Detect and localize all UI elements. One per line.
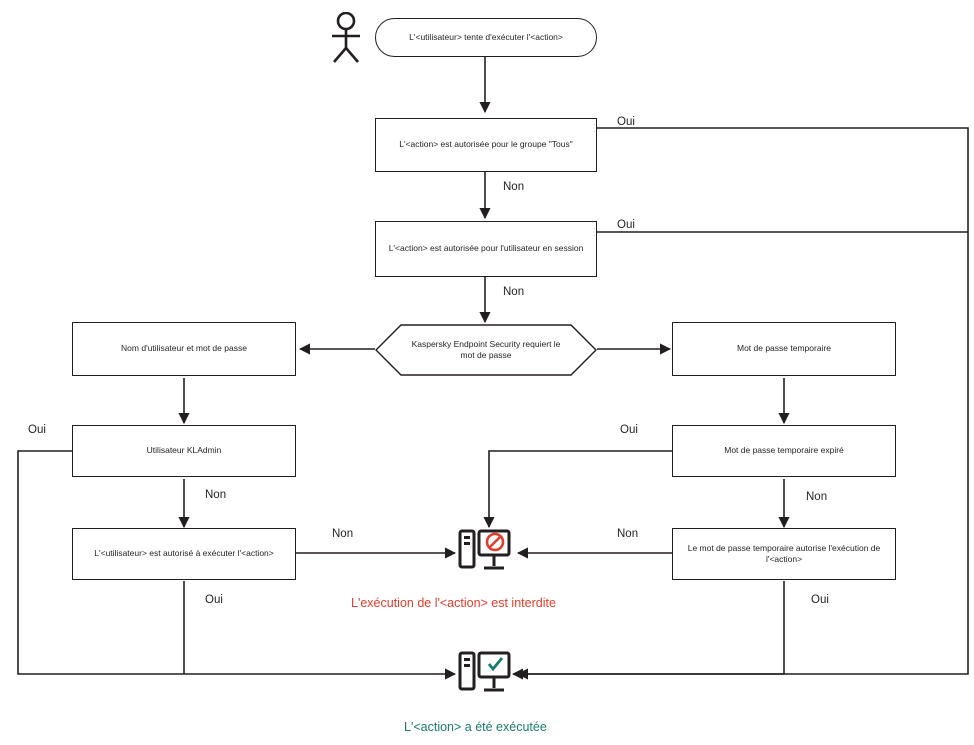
caption-action-denied: L'exécution de l'<action> est interdite: [351, 596, 556, 610]
node-action-allowed-session-user: [375, 221, 597, 277]
edge-label-non-temp-expired: Non: [806, 491, 828, 503]
edge-label-oui-kladmin: Oui: [28, 424, 46, 436]
edge-label-oui-temp-allows: Oui: [811, 594, 829, 606]
node-temp-expired-label: Mot de passe temporaire expiré: [724, 445, 844, 456]
caption-action-executed: L'<action> a été exécutée: [404, 720, 547, 734]
edge-label-oui-user-authorized: Oui: [205, 594, 223, 606]
node-user-authorized-label: L'<utilisateur> est autorisé à exécuter l'<action>: [94, 548, 274, 559]
edge-label-oui-group-all: Oui: [617, 116, 635, 128]
edge-label-oui-session-user: Oui: [617, 219, 635, 231]
edge-label-non-kladmin: Non: [205, 489, 227, 501]
node-group-all-label: L'<action> est autorisée pour le groupe "Tous": [399, 139, 573, 150]
node-action-allowed-group-all: [375, 118, 597, 172]
node-username-and-password: [72, 322, 296, 376]
node-user-authorized-to-run: [72, 528, 296, 580]
node-temp-password-allows-action: [672, 528, 896, 580]
edge-label-non-session-user: Non: [503, 286, 525, 298]
user-actor-icon: [326, 12, 366, 64]
node-temp-allows-label: Le mot de passe temporaire autorise l'exécution de l'<action>: [687, 542, 881, 564]
node-session-user-label: L'<action> est autorisée pour l'utilisateur en session: [388, 243, 584, 254]
monitor-check-icon: [457, 650, 515, 700]
node-start: [375, 18, 597, 57]
node-temporary-password: [672, 322, 896, 376]
edge-label-non-user-authorized: Non: [332, 528, 354, 540]
node-username-password-label: Nom d'utilisateur et mot de passe: [121, 343, 247, 354]
monitor-blocked-icon: [457, 528, 515, 578]
node-temporary-password-expired: [672, 425, 896, 477]
edge-label-oui-temp-expired: Oui: [620, 424, 638, 436]
edge-label-non-temp-allows: Non: [617, 528, 639, 540]
node-user-kladmin: [72, 425, 296, 477]
node-start-label: L'<utilisateur> tente d'exécuter l'<action>: [409, 31, 563, 42]
edge-label-non-group-all: Non: [503, 181, 525, 193]
node-requires-password: [375, 324, 597, 376]
node-kladmin-label: Utilisateur KLAdmin: [146, 445, 222, 456]
node-requires-password-label: Kaspersky Endpoint Security requiert le mot de passe: [411, 338, 561, 360]
node-temporary-password-label: Mot de passe temporaire: [736, 343, 832, 354]
